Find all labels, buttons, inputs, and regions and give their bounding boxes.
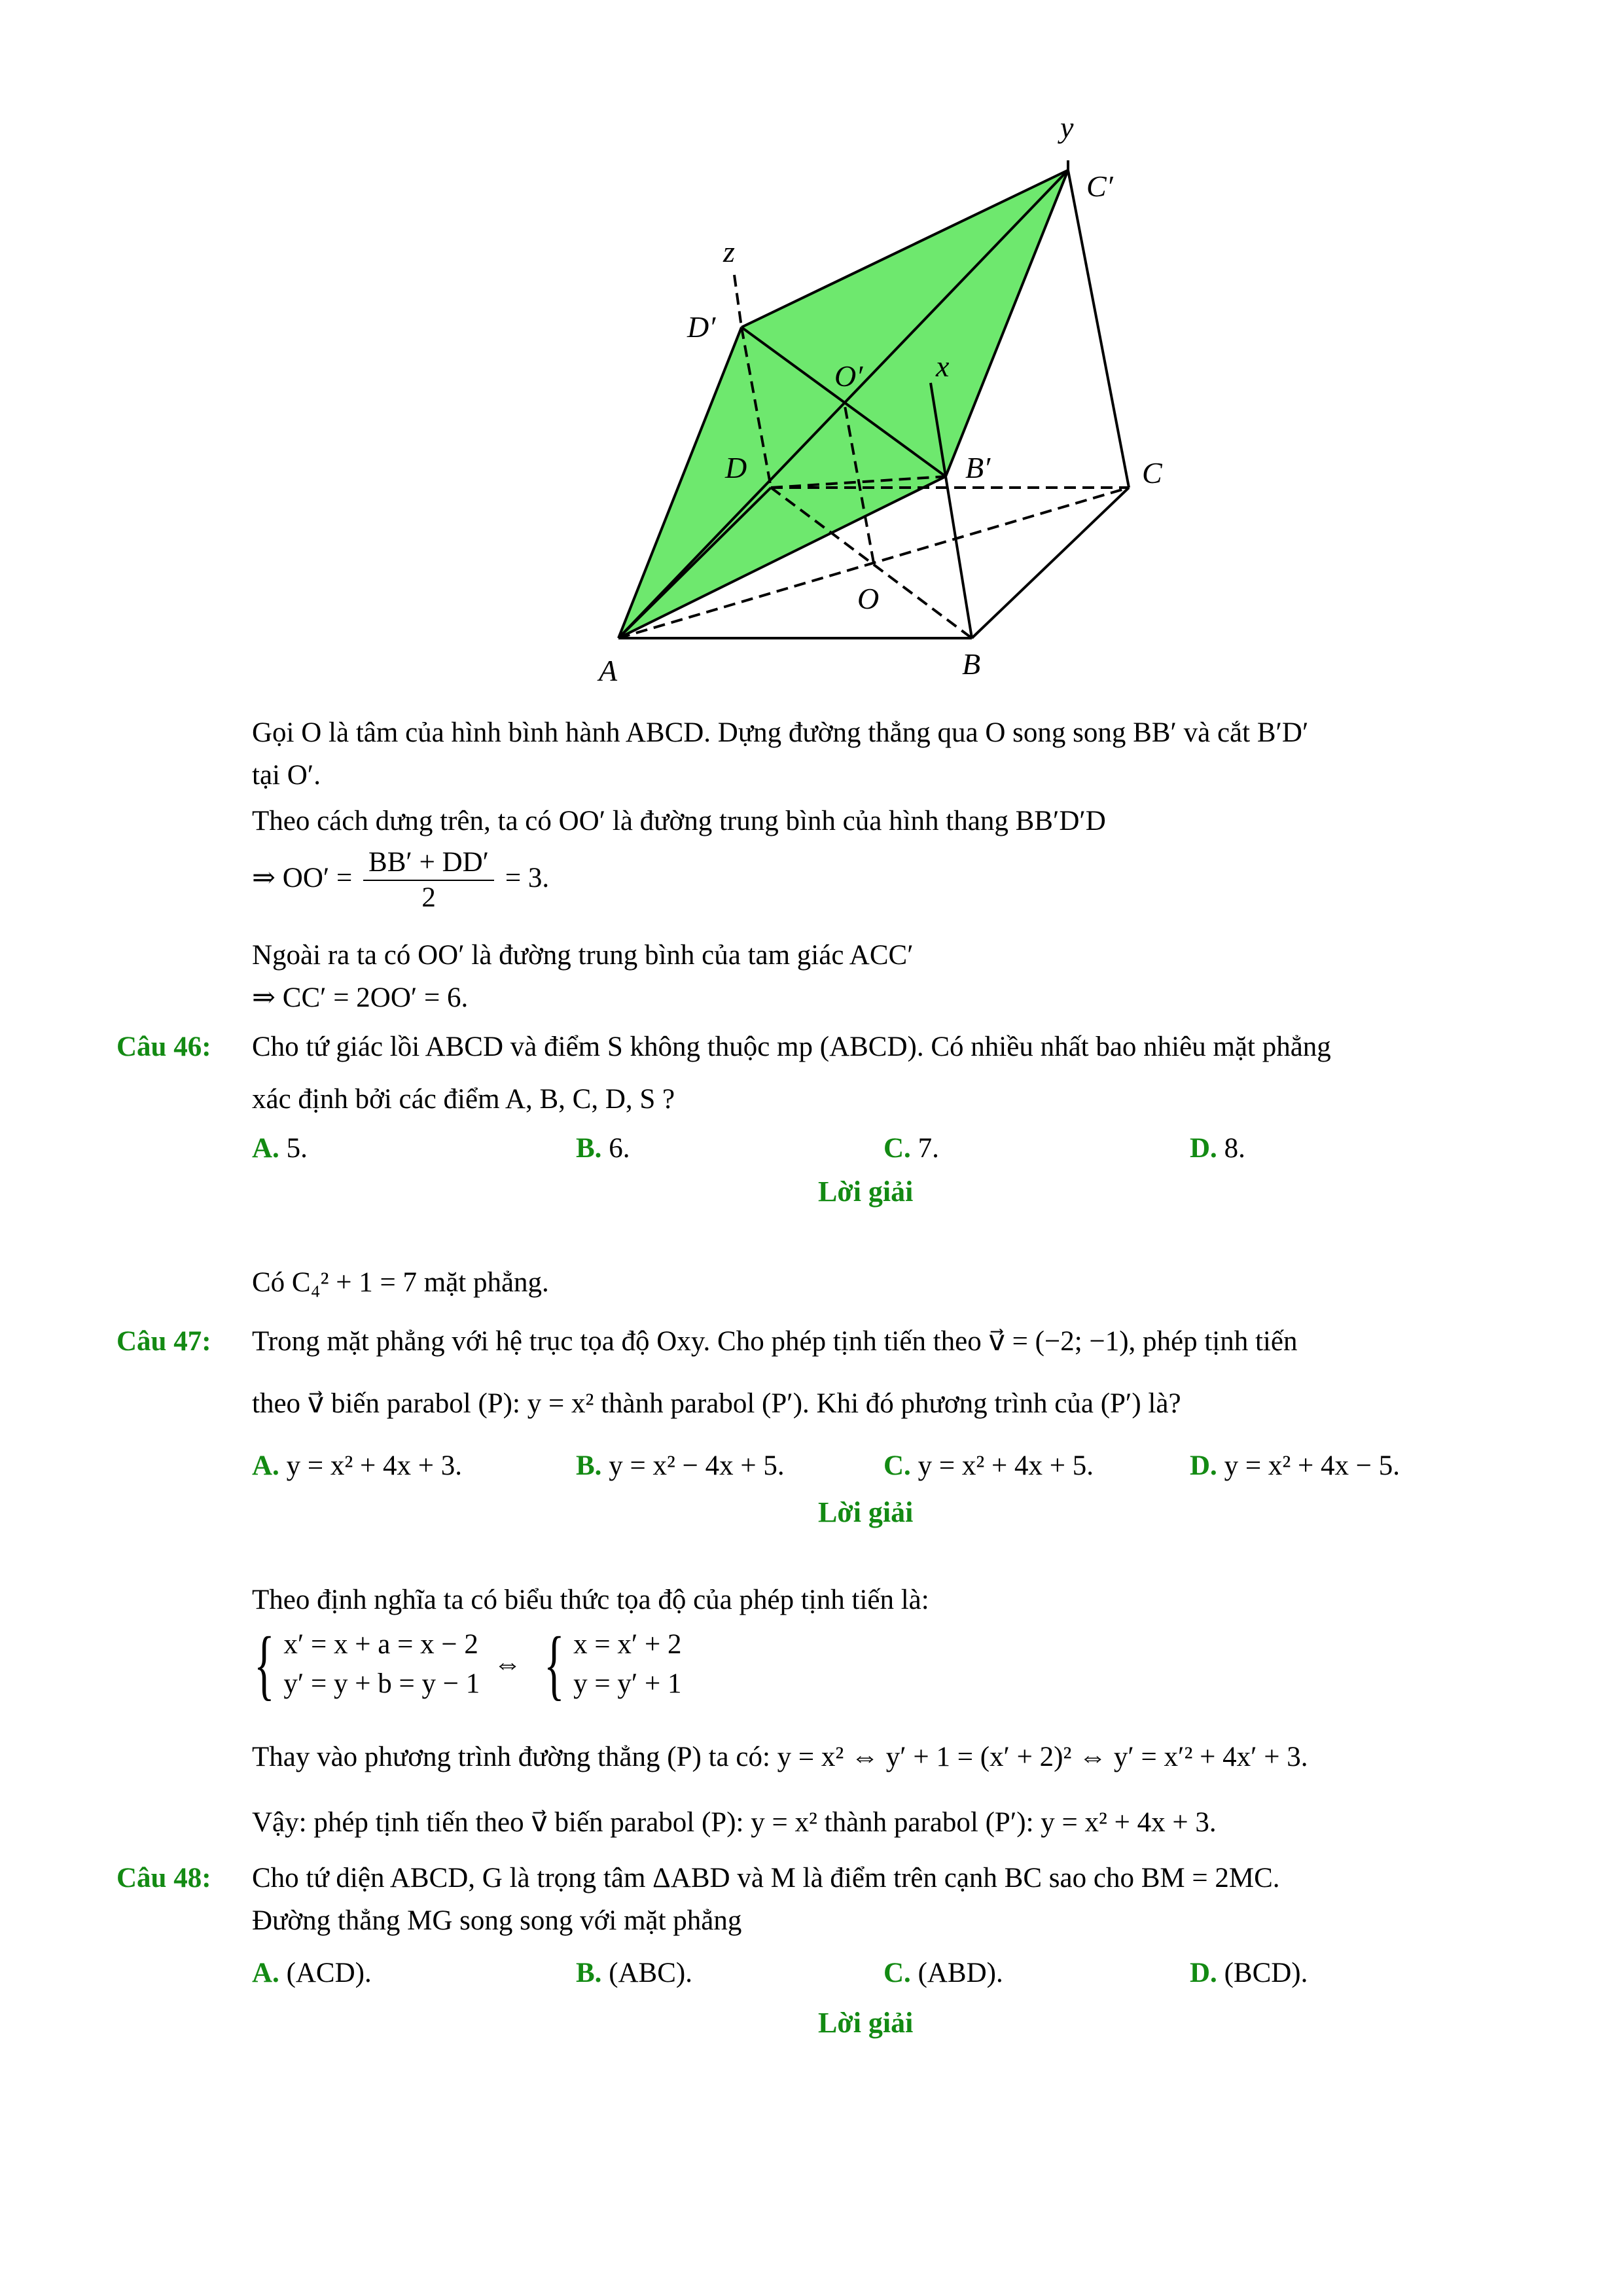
sol45-equation	[252, 844, 549, 915]
q46-solution: Có C₄² + 1 = 7 mặt phẳng.	[252, 1267, 549, 1298]
q47-label: Câu 47:	[116, 1326, 211, 1357]
q47-sol-line4: Vậy: phép tịnh tiến theo v⃗ biến parabol (P): y = x² thành parabol (P′): y = x² + 4x + 3.	[252, 1807, 1217, 1838]
q47-system	[245, 1621, 682, 1708]
prism-figure	[563, 98, 1162, 700]
q47-text1: Trong mặt phẳng với hệ trục tọa độ Oxy. Cho phép tịnh tiến theo v⃗ = (−2; −1), phép tịnh tiến	[252, 1326, 1298, 1357]
q47-option-a[interactable]	[252, 1446, 462, 1486]
label-x: x	[936, 350, 950, 383]
q47-solution-label: Lời giải	[818, 1496, 914, 1528]
axis-z-dashed	[734, 275, 741, 327]
q48-solution-label: Lời giải	[818, 2007, 914, 2039]
label-z: z	[723, 235, 735, 268]
q48-option-a-key: A.	[252, 1958, 279, 1988]
q48-option-c-key: C.	[883, 1958, 911, 1988]
q47-option-b[interactable]	[576, 1446, 785, 1486]
eq-fraction	[363, 846, 494, 915]
sol45-line6: ⇒ CC′ = 2OO′ = 6.	[252, 982, 469, 1013]
sol45-line1: Gọi O là tâm của hình bình hành ABCD. Dựng đường thẳng qua O song song BB′ và cắt B′D′	[252, 717, 1309, 748]
q46-option-a-key: A.	[252, 1133, 279, 1164]
q46-option-a-text: 5.	[286, 1133, 308, 1164]
q47-option-d-text: y = x² + 4x − 5.	[1224, 1450, 1400, 1481]
q46-option-c-text: 7.	[918, 1133, 939, 1164]
label-y: y	[1060, 111, 1074, 144]
eq-right: = 3.	[505, 863, 550, 893]
q46-option-d[interactable]	[1190, 1129, 1245, 1168]
label-D: D	[725, 451, 747, 484]
q48-option-b[interactable]	[576, 1954, 692, 1993]
q46-option-b-key: B.	[576, 1133, 602, 1164]
q48-option-d[interactable]	[1190, 1954, 1308, 1993]
q47-text2: theo v⃗ biến parabol (P): y = x² thành parabol (P′). Khi đó phương trình của (P′) là?	[252, 1388, 1181, 1419]
q47-option-c-key: C.	[883, 1450, 911, 1481]
label-Cp: C′	[1086, 170, 1113, 203]
label-Dp: D′	[687, 310, 716, 344]
q48-text2: Đường thẳng MG song song với mặt phẳng	[252, 1905, 742, 1936]
q46-option-b[interactable]	[576, 1129, 630, 1168]
system-1	[283, 1625, 480, 1704]
q48-option-c-text: (ABD).	[918, 1958, 1003, 1988]
sol45-line2: tại O′.	[252, 760, 321, 791]
eq-left: ⇒ OO′ =	[252, 863, 353, 893]
brace-left-2: {	[543, 1621, 565, 1708]
brace-left-1: {	[253, 1621, 275, 1708]
q46-option-c-key: C.	[883, 1133, 911, 1164]
sys1-row-b: y′ = y + b = y − 1	[283, 1668, 480, 1700]
q46-option-d-key: D.	[1190, 1133, 1217, 1164]
q48-option-a-text: (ACD).	[286, 1958, 372, 1988]
q48-label: Câu 48:	[116, 1863, 211, 1893]
label-O: O	[857, 582, 880, 615]
q48-option-d-key: D.	[1190, 1958, 1217, 1988]
q46-option-c[interactable]	[883, 1129, 939, 1168]
q47-option-c[interactable]	[883, 1446, 1094, 1486]
q46-option-d-text: 8.	[1224, 1133, 1245, 1164]
q46-solution-label: Lời giải	[818, 1175, 914, 1208]
q47-option-b-key: B.	[576, 1450, 602, 1481]
eq-numerator: BB′ + DD′	[363, 846, 494, 881]
sol45-line3: Theo cách dưng trên, ta có OO′ là đường trung bình của hình thang BB′D′D	[252, 806, 1106, 836]
edge-Bp-B	[946, 476, 972, 638]
q47-option-a-text: y = x² + 4x + 3.	[286, 1450, 462, 1481]
q48-option-a[interactable]	[252, 1954, 372, 1993]
label-Op: O′	[834, 359, 863, 393]
edge-Cp-C	[1068, 170, 1129, 488]
q46-text1: Cho tứ giác lồi ABCD và điểm S không thuộc mp (ABCD). Có nhiều nhất bao nhiêu mặt phẳng	[252, 1031, 1331, 1062]
sys1-row-a: x′ = x + a = x − 2	[283, 1629, 478, 1660]
q47-option-b-text: y = x² − 4x + 5.	[609, 1450, 785, 1481]
label-A: A	[599, 654, 618, 687]
equiv-symbol: ⇔	[493, 1649, 522, 1680]
system-2	[573, 1625, 681, 1704]
label-B: B	[962, 647, 981, 681]
q47-sol-line3: Thay vào phương trình đường thẳng (P) ta có: y = x² ⇔ y′ + 1 = (x′ + 2)² ⇔ y′ = x′² + 4x′ + 3.	[252, 1742, 1308, 1772]
sys2-row-a: x = x′ + 2	[573, 1629, 682, 1660]
q46-text2: xác định bởi các điểm A, B, C, D, S ?	[252, 1084, 675, 1115]
q47-option-d[interactable]	[1190, 1446, 1400, 1486]
q46-option-a[interactable]	[252, 1129, 308, 1168]
q48-option-c[interactable]	[883, 1954, 1003, 1993]
sys2-row-b: y = y′ + 1	[573, 1668, 682, 1700]
sol45-line5: Ngoài ra ta có OO′ là đường trung bình của tam giác ACC′	[252, 940, 914, 971]
edge-A-Cp	[618, 170, 1068, 638]
q48-text1: Cho tứ diện ABCD, G là trọng tâm ΔABD và M là điểm trên cạnh BC sao cho BM = 2MC.	[252, 1863, 1280, 1893]
q46-label: Câu 46:	[116, 1031, 211, 1062]
label-Bp: B′	[965, 451, 991, 484]
q48-option-b-key: B.	[576, 1958, 602, 1988]
q47-option-a-key: A.	[252, 1450, 279, 1481]
label-C: C	[1142, 456, 1162, 490]
q47-sol-line1: Theo định nghĩa ta có biểu thức tọa độ của phép tịnh tiến là:	[252, 1585, 929, 1615]
q46-option-b-text: 6.	[609, 1133, 630, 1164]
q47-option-d-key: D.	[1190, 1450, 1217, 1481]
q47-option-c-text: y = x² + 4x + 5.	[918, 1450, 1094, 1481]
q48-option-b-text: (ABC).	[609, 1958, 692, 1988]
eq-denominator: 2	[421, 882, 436, 914]
q48-option-d-text: (BCD).	[1224, 1958, 1308, 1988]
